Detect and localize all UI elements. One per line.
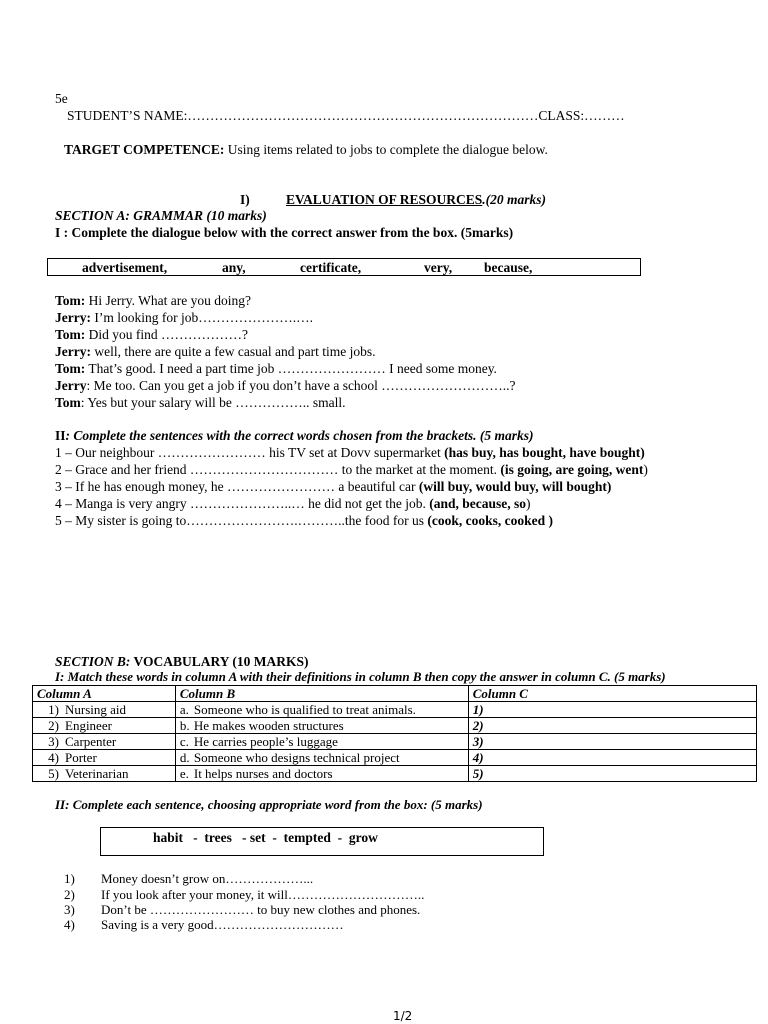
column-a-cell: [33, 718, 176, 734]
item-num: 4): [64, 917, 75, 932]
list-item: [64, 917, 344, 933]
column-a-cell: [33, 702, 176, 718]
sentence-text: 1 – Our neighbour …………………… his TV set at Dovv supermarket: [55, 445, 445, 460]
section-a-instruction-1: I : Complete the dialogue below with the correct answer from the box. (5marks): [55, 225, 514, 240]
word-box-vocab: [100, 827, 544, 856]
sentence: [55, 496, 530, 512]
dialogue-line: [55, 395, 346, 411]
item-text: Money doesn’t grow on………………...: [101, 871, 314, 886]
row-num: 3): [48, 734, 59, 749]
matching-table: [32, 685, 757, 782]
column-a-cell: [33, 734, 176, 750]
column-b-cell: [175, 734, 468, 750]
instruction-text: : Complete the sentences with the correct words chosen from the brackets. (5 marks): [65, 428, 534, 443]
item-num: 1): [64, 871, 75, 886]
section-b-label: SECTION B:: [55, 654, 131, 669]
options: (cook, cooks, cooked ): [427, 513, 553, 528]
row-letter: b.: [179, 718, 190, 733]
speaker: Tom:: [55, 327, 86, 342]
page-number: 1/2: [393, 1009, 413, 1023]
utterance: Did you find ………………?: [85, 327, 249, 342]
dialogue-line: [55, 327, 248, 343]
item-num: 2): [64, 887, 75, 902]
word: Porter: [65, 750, 97, 765]
sentence-text: 2 – Grace and her friend …………………………… to the market at the moment.: [55, 462, 501, 477]
word: Veterinarian: [65, 766, 129, 781]
row-letter: e.: [179, 766, 189, 781]
student-name-line: STUDENT’S NAME:……………………………………………………………………CLASS:………: [67, 108, 625, 123]
word-box-grammar: [47, 258, 641, 276]
table-header-row: [33, 686, 757, 702]
section-a-title: SECTION A: GRAMMAR (10 marks): [55, 208, 267, 223]
speaker: Jerry:: [55, 310, 91, 325]
part-title: [286, 192, 546, 208]
section-b-rest: VOCABULARY (10 MARKS): [130, 654, 309, 669]
competence-label: TARGET COMPETENCE:: [64, 142, 225, 157]
sentence: [55, 513, 553, 529]
options: (has buy, has bought, have bought): [444, 445, 645, 460]
word: Carpenter: [65, 734, 117, 749]
sentence-text: 4 – Manga is very angry …………………..… he did not get the job.: [55, 496, 430, 511]
section-b-instruction-1: I: Match these words in column A with their definitions in column B then copy the answer in column C. (5 marks): [55, 669, 666, 684]
column-header: Column B: [175, 686, 468, 702]
column-b-cell: [175, 766, 468, 782]
section-b-title: [55, 654, 309, 670]
utterance: : Me too. Can you get a job if you don’t have a school ………………………..?: [86, 378, 516, 393]
box-word: advertisement,: [82, 260, 168, 275]
column-b-cell: [175, 718, 468, 734]
sentence: [55, 462, 648, 478]
box-word: because,: [484, 260, 533, 275]
column-c-cell: 1): [468, 702, 756, 718]
column-a-cell: [33, 750, 176, 766]
sentence-text: 3 – If he has enough money, he …………………… a beautiful car: [55, 479, 419, 494]
part-title-text: EVALUATION OF RESOURCES: [286, 192, 483, 207]
row-letter: a.: [179, 702, 189, 717]
dialogue-line: [55, 344, 376, 360]
class-level: 5e: [55, 91, 68, 106]
definition: Someone who is qualified to treat animals.: [193, 702, 416, 717]
column-c-cell: 4): [468, 750, 756, 766]
column-c-cell: 3): [468, 734, 756, 750]
box-word: any,: [222, 260, 246, 275]
options: (and, because, so: [429, 496, 526, 511]
utterance: : Yes but your salary will be …………….. small.: [80, 395, 346, 410]
dialogue-line: [55, 361, 497, 377]
sentence-text: 5 – My sister is going to…………………….………..the food for us: [55, 513, 428, 528]
table-row: [33, 718, 757, 734]
item-text: If you look after your money, it will…………………………..: [101, 887, 425, 902]
target-competence: [64, 142, 548, 158]
section-b-instruction-2: II: Complete each sentence, choosing appropriate word from the box: (5 marks): [55, 797, 483, 812]
column-c-cell: 5): [468, 766, 756, 782]
table-row: [33, 766, 757, 782]
speaker: Jerry:: [55, 344, 91, 359]
dialogue-line: [55, 310, 313, 326]
column-b-cell: [175, 750, 468, 766]
part-numeral: I): [240, 192, 250, 207]
utterance: I’m looking for job………………….….: [90, 310, 313, 325]
box-word: certificate,: [300, 260, 362, 275]
item-text: Don’t be …………………… to buy new clothes and phones.: [101, 902, 421, 917]
utterance: Hi Jerry. What are you doing?: [85, 293, 251, 308]
sentence-tail: ): [643, 462, 648, 477]
row-num: 2): [48, 718, 59, 733]
speaker: Tom:: [55, 361, 86, 376]
word: Engineer: [65, 718, 112, 733]
speaker: Jerry: [55, 378, 87, 393]
list-item: [64, 871, 313, 887]
sentence: [55, 445, 645, 461]
row-letter: d.: [179, 750, 190, 765]
item-text: Saving is a very good…………………………: [101, 917, 344, 932]
table-row: [33, 750, 757, 766]
sentence-tail: ): [525, 496, 531, 511]
table-row: [33, 734, 757, 750]
column-a-cell: [33, 766, 176, 782]
utterance: well, there are quite a few casual and part time jobs.: [90, 344, 376, 359]
sentence: [55, 479, 611, 495]
box-word: very,: [424, 260, 453, 275]
list-item: [64, 902, 420, 918]
word: Nursing aid: [65, 702, 127, 717]
definition: It helps nurses and doctors: [193, 766, 333, 781]
options: (will buy, would buy, will bought): [418, 479, 612, 494]
dialogue-line: [55, 378, 516, 394]
options: (is going, are going, went: [500, 462, 644, 477]
list-item: [64, 887, 424, 903]
definition: He carries people’s luggage: [193, 734, 338, 749]
box-words: habit - trees - set - tempted - grow: [153, 830, 378, 845]
speaker: Tom:: [55, 293, 86, 308]
table-row: [33, 702, 757, 718]
dialogue-line: [55, 293, 251, 309]
column-header: Column A: [33, 686, 176, 702]
column-b-cell: [175, 702, 468, 718]
definition: He makes wooden structures: [193, 718, 344, 733]
row-letter: c.: [179, 734, 189, 749]
item-num: 3): [64, 902, 75, 917]
speaker: Tom: [55, 395, 81, 410]
definition: Someone who designs technical project: [193, 750, 400, 765]
column-c-cell: 2): [468, 718, 756, 734]
part-marks: .(20 marks): [482, 192, 547, 207]
utterance: That’s good. I need a part time job …………………… I need some money.: [85, 361, 497, 376]
row-num: 5): [48, 766, 59, 781]
row-num: 4): [48, 750, 59, 765]
column-header: Column C: [468, 686, 756, 702]
competence-text: Using items related to jobs to complete the dialogue below.: [224, 142, 548, 157]
instruction-num: II: [55, 428, 66, 443]
section-a-instruction-2: [55, 428, 534, 444]
row-num: 1): [48, 702, 59, 717]
